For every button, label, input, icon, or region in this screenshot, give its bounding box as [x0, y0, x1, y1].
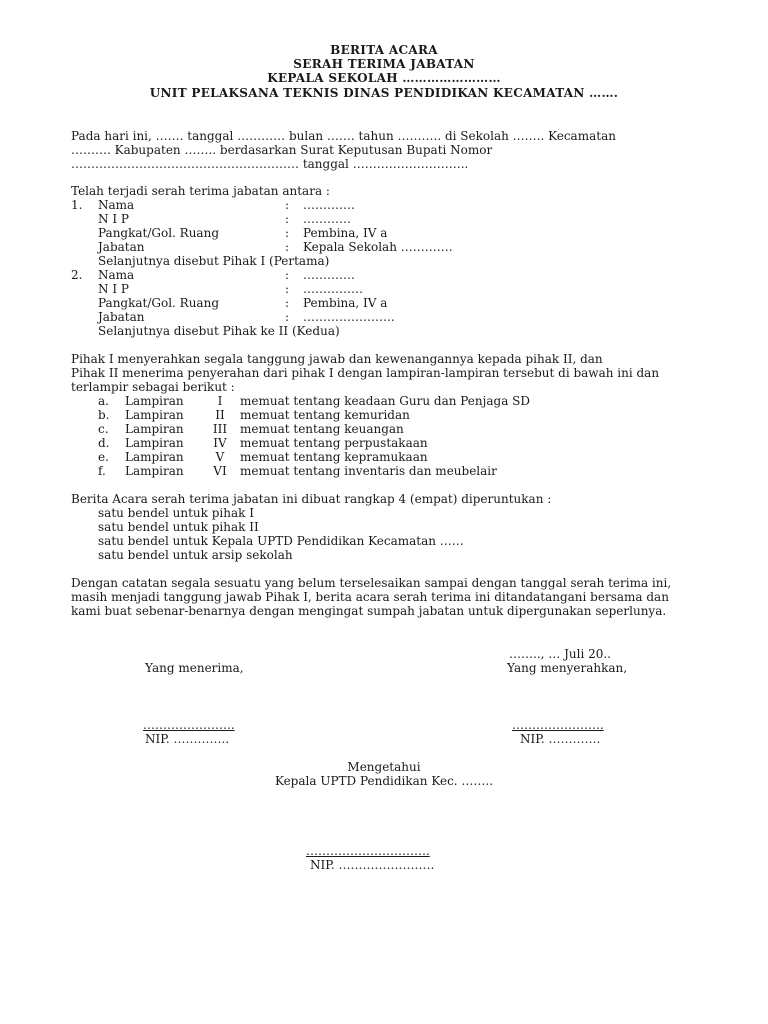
pihak2-label-pangkat: Pangkat/Gol. Ruang — [98, 296, 219, 310]
rangkap-item: satu bendel untuk arsip sekolah — [98, 548, 293, 562]
lampiran-letter: d. — [98, 436, 110, 450]
lampiran-letter: e. — [98, 450, 109, 464]
opening-line-2: ………. Kabupaten …….. berdasarkan Surat Keputusan Bupati Nomor — [71, 143, 493, 157]
pihak1-note: Selanjutnya disebut Pihak I (Pertama) — [98, 254, 330, 268]
pihak1-label-nip: N I P — [98, 212, 129, 226]
pihak1-colon: : — [285, 212, 290, 226]
rangkap-intro: Berita Acara serah terima jabatan ini dibuat rangkap 4 (empat) diperuntukan : — [71, 492, 552, 506]
pihak1-label-jabatan: Jabatan — [98, 240, 145, 254]
pihak1-value-nip: ………… — [303, 212, 351, 226]
pihak2-colon: : — [285, 310, 290, 324]
rangkap-item: satu bendel untuk Kepala UPTD Pendidikan Kecamatan …… — [98, 534, 464, 548]
lampiran-desc: memuat tentang keadaan Guru dan Penjaga SD — [240, 394, 530, 408]
pihak1-value-jabatan: Kepala Sekolah …………. — [303, 240, 453, 254]
opening-line-3: ………………………………………………… tanggal ……………………….. — [71, 157, 469, 171]
giver-signature-name: ………………….. — [512, 718, 604, 732]
transfer-line-2: Pihak II menerima penyerahan dari pihak I dengan lampiran-lampiran tersebut di bawah ini dan — [71, 366, 660, 380]
lampiran-roman: III — [212, 422, 228, 436]
pihak2-colon: : — [285, 296, 290, 310]
rangkap-item: satu bendel untuk pihak I — [98, 506, 254, 520]
receiver-signature-name: ………………….. — [143, 718, 235, 732]
lampiran-roman: VI — [213, 464, 227, 478]
lampiran-letter: f. — [98, 464, 106, 478]
closing-line-2: masih menjadi tanggung jawab Pihak I, berita acara serah terima ini ditandatangani bersama dan — [71, 590, 669, 604]
lampiran-desc: memuat tentang perpustakaan — [240, 436, 428, 450]
lampiran-word: Lampiran — [125, 450, 184, 464]
pihak2-value-jabatan: ………………….. — [303, 310, 395, 324]
pihak1-value-pangkat: Pembina, IV a — [303, 226, 388, 240]
place-date: …….., … Juli 20.. — [509, 647, 611, 661]
title-line-2: SERAH TERIMA JABATAN — [293, 57, 475, 71]
lampiran-roman: II — [215, 408, 225, 422]
lampiran-word: Lampiran — [125, 436, 184, 450]
rangkap-item: satu bendel untuk pihak II — [98, 520, 259, 534]
title-line-1: BERITA ACARA — [330, 43, 438, 57]
pihak1-colon: : — [285, 198, 290, 212]
pihak2-colon: : — [285, 282, 290, 296]
intro-text: Telah terjadi serah terima jabatan antara : — [71, 184, 330, 198]
title-line-3: KEPALA SEKOLAH …………………… — [267, 71, 501, 85]
pihak1-number: 1. — [71, 198, 83, 212]
pihak1-label-pangkat: Pangkat/Gol. Ruang — [98, 226, 219, 240]
pihak1-colon: : — [285, 240, 290, 254]
lampiran-desc: memuat tentang kepramukaan — [240, 450, 428, 464]
lampiran-roman: I — [217, 394, 223, 408]
pihak2-number: 2. — [71, 268, 83, 282]
pihak2-label-jabatan: Jabatan — [98, 310, 145, 324]
lampiran-desc: memuat tentang keuangan — [240, 422, 404, 436]
transfer-line-1: Pihak I menyerahkan segala tanggung jawab dan kewenangannya kepada pihak II, dan — [71, 352, 603, 366]
receiver-label: Yang menerima, — [145, 661, 244, 675]
lampiran-letter: a. — [98, 394, 109, 408]
lampiran-roman: V — [215, 450, 225, 464]
pihak2-colon: : — [285, 268, 290, 282]
title-line-4: UNIT PELAKSANA TEKNIS DINAS PENDIDIKAN KECAMATAN ……. — [149, 86, 619, 100]
head-nip: NIP. …………………… — [310, 858, 435, 872]
pihak1-value-nama: …………. — [303, 198, 355, 212]
lampiran-roman: IV — [213, 436, 227, 450]
pihak2-value-nama: …………. — [303, 268, 355, 282]
pihak2-label-nama: Nama — [98, 268, 135, 282]
receiver-nip: NIP. ………….. — [145, 732, 230, 746]
lampiran-word: Lampiran — [125, 408, 184, 422]
lampiran-word: Lampiran — [125, 422, 184, 436]
lampiran-letter: c. — [98, 422, 109, 436]
lampiran-letter: b. — [98, 408, 110, 422]
opening-line-1: Pada hari ini, ……. tanggal ………… bulan ……. tahun ……….. di Sekolah …….. Kecamatan — [71, 129, 616, 143]
closing-line-3: kami buat sebenar-benarnya dengan mengingat sumpah jabatan untuk dipergunakan seperlunya. — [71, 604, 667, 618]
transfer-line-3: terlampir sebagai berikut : — [71, 380, 235, 394]
giver-label: Yang menyerahkan, — [507, 661, 628, 675]
pihak2-note: Selanjutnya disebut Pihak ke II (Kedua) — [98, 324, 340, 338]
head-title: Kepala UPTD Pendidikan Kec. …….. — [274, 774, 494, 788]
lampiran-desc: memuat tentang inventaris dan meubelair — [240, 464, 497, 478]
lampiran-desc: memuat tentang kemuridan — [240, 408, 410, 422]
lampiran-word: Lampiran — [125, 464, 184, 478]
pihak2-value-pangkat: Pembina, IV a — [303, 296, 388, 310]
closing-line-1: Dengan catatan segala sesuatu yang belum terselesaikan sampai dengan tanggal serah terima ini, — [71, 576, 672, 590]
pihak2-value-nip: …………… — [303, 282, 363, 296]
head-signature-name: …………………………. — [306, 844, 430, 858]
knowing-label: Mengetahui — [347, 760, 421, 774]
pihak2-label-nip: N I P — [98, 282, 129, 296]
pihak1-colon: : — [285, 226, 290, 240]
lampiran-word: Lampiran — [125, 394, 184, 408]
giver-nip: NIP. …………. — [520, 732, 601, 746]
pihak1-label-nama: Nama — [98, 198, 135, 212]
